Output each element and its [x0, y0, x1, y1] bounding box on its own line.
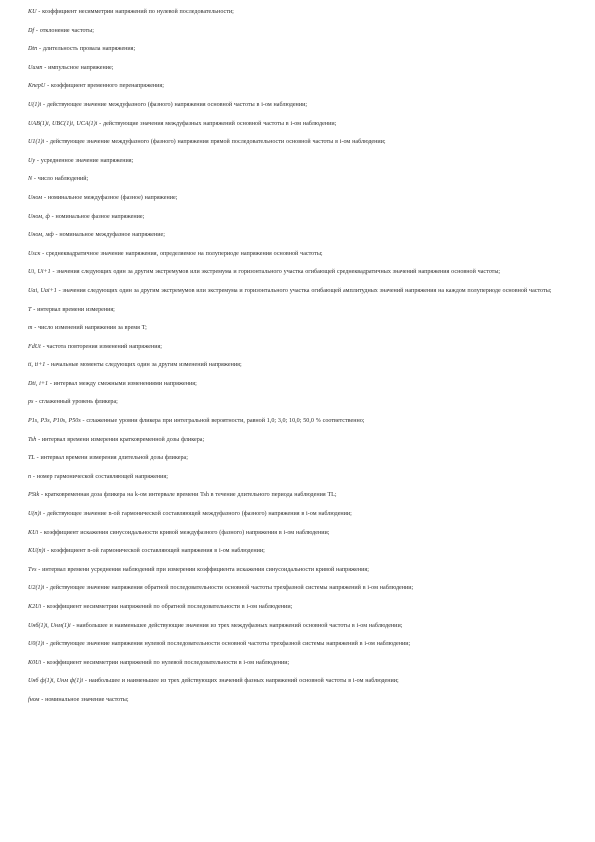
definition-text: - число изменений напряжения за время T; [32, 325, 147, 332]
definition-symbol: ps [28, 399, 34, 406]
definition-symbol: Uимп [28, 64, 43, 71]
definition-symbol: fном [28, 696, 40, 703]
definition-symbol: Uном, мф [28, 232, 54, 239]
definition-item [28, 45, 567, 53]
definition-text: - коэффициент n-ой гармонической составляющей напряжения в i-ом наблюдении; [45, 548, 265, 555]
definition-text: - коэффициент несимметрии напряжений по нулевой последовательности; [36, 9, 234, 15]
definition-symbol: KперU [28, 83, 46, 90]
definition-text: - действующее значение напряжения нулевой последовательности основной частоты трехфазной системы напряжений в i-ом наблюдении; [44, 641, 411, 648]
definition-item [28, 194, 567, 202]
definition-symbol: ti, ti+1 [28, 362, 46, 369]
definition-symbol: KUi [28, 529, 39, 536]
definition-item [28, 380, 567, 388]
definition-symbol: Dti, i+1 [28, 380, 48, 387]
definition-item [28, 343, 567, 351]
definition-text: - коэффициент временного перенапряжения; [45, 83, 164, 90]
definition-symbol: Dtп [28, 46, 38, 53]
definition-item [28, 529, 567, 537]
definition-symbol: Uнб ф(1)i, Uнм ф(1)i [28, 678, 84, 685]
definition-item [28, 473, 567, 481]
definition-item [28, 491, 567, 499]
definition-text: - действующие значения междуфазных напряжений основной частоты в i-ом наблюдении; [97, 120, 337, 127]
definition-text: - действующее значение междуфазного (фазного) напряжения прямой последовательности основной частоты в i-ом наблюдении; [44, 139, 386, 146]
definition-text: - число наблюдений; [32, 176, 89, 183]
definition-item [28, 287, 567, 295]
definition-item [28, 640, 567, 648]
definition-item [28, 584, 567, 592]
definition-item [28, 213, 567, 221]
definition-text: - номинальное значение частоты; [39, 696, 129, 703]
definition-symbol: U0(1)i [28, 641, 45, 648]
definition-item [28, 603, 567, 611]
definition-symbol: PStk [28, 492, 40, 499]
definition-item [28, 454, 567, 462]
definition-symbol: K2Ui [28, 604, 42, 610]
definition-text: - значения следующих один за другим экстремумов или экстремума и горизонтального участка огибающей амплитудных значений напряжения на каждом полупериоде основной частоты; [56, 287, 552, 294]
definition-symbol: Tvs [28, 566, 37, 573]
definition-text: - действующее значение напряжения обратной последовательности основной частоты трехфазной системы напряжений в i-ом наблюдении; [44, 585, 414, 592]
definition-symbol: Uai, Uai+1 [28, 287, 57, 294]
definition-text: - усредненное значение напряжения; [35, 157, 134, 164]
definition-text: - действующее значение n-ой гармонической составляющей междуфазного (фазного) напряжения в i-ом наблюдении; [41, 511, 352, 518]
definition-symbol: U(n)i [28, 511, 42, 518]
definition-text: - сглаженные уровни фликера при интегральной вероятности, равной 1,0; 3,0; 10,0; 50,0 % соответственно; [80, 418, 365, 425]
definition-item [28, 175, 567, 183]
definition-symbol: Ui, Ui+1 [28, 269, 51, 276]
definition-text: - действующее значение междуфазного (фазного) напряжения основной частоты в i-ом наблюдении; [41, 101, 308, 108]
definition-item [28, 324, 567, 332]
definition-text: - коэффициент несимметрии напряжений по нулевой последовательности в i-ом наблюдении; [41, 659, 290, 666]
definition-symbol: Df [28, 27, 35, 34]
definition-symbol: n [28, 473, 32, 480]
definition-symbol: Uном [28, 194, 43, 201]
definition-symbol: U(1)i [28, 101, 42, 108]
definition-text: - номинальное междуфазное напряжение; [53, 232, 165, 239]
definition-item [28, 157, 567, 165]
definition-item [28, 436, 567, 444]
definition-item [28, 696, 567, 704]
definition-symbol: U1(1)i [28, 139, 45, 146]
definition-symbol: Uнб(1)i, Uнм(1)i [28, 622, 71, 629]
definition-text: - номер гармонической составляющей напряжения; [31, 473, 168, 480]
definition-item [28, 677, 567, 685]
definition-item [28, 659, 567, 667]
definition-text: - наибольшее и наименьшее действующие значения из трех междуфазных напряжений основной частоты в i-ом наблюдении; [70, 622, 403, 629]
definition-item [28, 101, 567, 109]
definition-item [28, 27, 567, 35]
definition-item [28, 547, 567, 555]
definition-symbol: TL [28, 455, 35, 462]
definition-text: - кратковременная доза фликера на k-ом интервале времени Tsh в течение длительного периода наблюдения TL; [39, 492, 337, 499]
definition-item [28, 82, 567, 90]
definition-text: - интервал времени измерения; [31, 306, 115, 313]
definition-text: - длительность провала напряжения; [37, 46, 136, 53]
definition-text: - частота повторения изменений напряжения; [40, 343, 162, 350]
definition-symbol: KU(n)i [28, 548, 46, 555]
definition-text: - среднеквадратичное значение напряжения, определяемое на полупериоде напряжения основной частоты; [40, 250, 323, 257]
definition-symbol: m [28, 325, 33, 332]
definition-item [28, 361, 567, 369]
definition-text: - отклонение частоты; [34, 27, 94, 34]
definition-item [28, 566, 567, 574]
definition-item [28, 417, 567, 425]
definition-text: - номинальное фазное напряжение; [49, 213, 145, 220]
definition-symbol: P1s, P3s, P10s, P50s [28, 418, 81, 425]
definition-text: - интервал времени измерения кратковременной дозы фликера; [36, 436, 205, 443]
definition-text: - коэффициент искажения синусоидальности кривой междуфазного (фазного) напряжения в i-ом наблюдении; [38, 529, 330, 536]
definition-symbol: Uscк [28, 250, 41, 257]
definition-symbol: T [28, 306, 32, 313]
definition-text: - интервал времени усреднения наблюдений при измерении коэффициента искажения синусоидальности кривой напряжения; [36, 566, 369, 573]
definition-symbol: Uy [28, 157, 36, 164]
definition-symbol: UAB(1)i, UBC(1)i, UCA(1)i [28, 120, 98, 127]
definition-symbol: U2(1)i [28, 585, 45, 592]
definition-item [28, 120, 567, 128]
definition-item [28, 64, 567, 72]
definition-text: - сглаженный уровень фликера; [33, 399, 118, 406]
definition-item [28, 622, 567, 630]
definition-text: - импульсное напряжение; [42, 64, 114, 71]
definition-text: - номинальное междуфазное (фазное) напряжение; [42, 194, 178, 201]
definition-text: - интервал времени измерения длительной дозы фликера; [34, 455, 188, 462]
definition-text: - начальные моменты следующих один за другим изменений напряжения; [45, 362, 242, 369]
definition-item [28, 8, 567, 16]
definition-item [28, 268, 567, 276]
definition-item [28, 398, 567, 406]
definition-item [28, 510, 567, 518]
definition-symbol: KU [28, 9, 37, 15]
definition-item [28, 306, 567, 314]
definition-symbol: Uном, ф [28, 213, 50, 220]
definition-text: - коэффициент несимметрии напряжений по обратной последовательности в i-ом наблюдении; [41, 604, 293, 610]
definition-item [28, 138, 567, 146]
definition-text: - интервал между смежными изменениями напряжения; [48, 380, 197, 387]
definition-text: - значения следующих один за другим экстремумов или экстремума и горизонтального участка огибающей среднеквадратичных значений напряжения основной частоты; [50, 269, 501, 276]
definition-symbol: Tsh [28, 436, 37, 443]
definition-symbol: N [28, 176, 33, 183]
definition-text: - наибольшее и наименьшее из трех действующих значений фазных напряжений основной частоты в i-ом наблюдении; [83, 678, 399, 685]
definition-item [28, 250, 567, 258]
definition-item [28, 231, 567, 239]
definition-symbol: K0Ui [28, 659, 42, 666]
definition-symbol: FdUt [28, 343, 41, 350]
